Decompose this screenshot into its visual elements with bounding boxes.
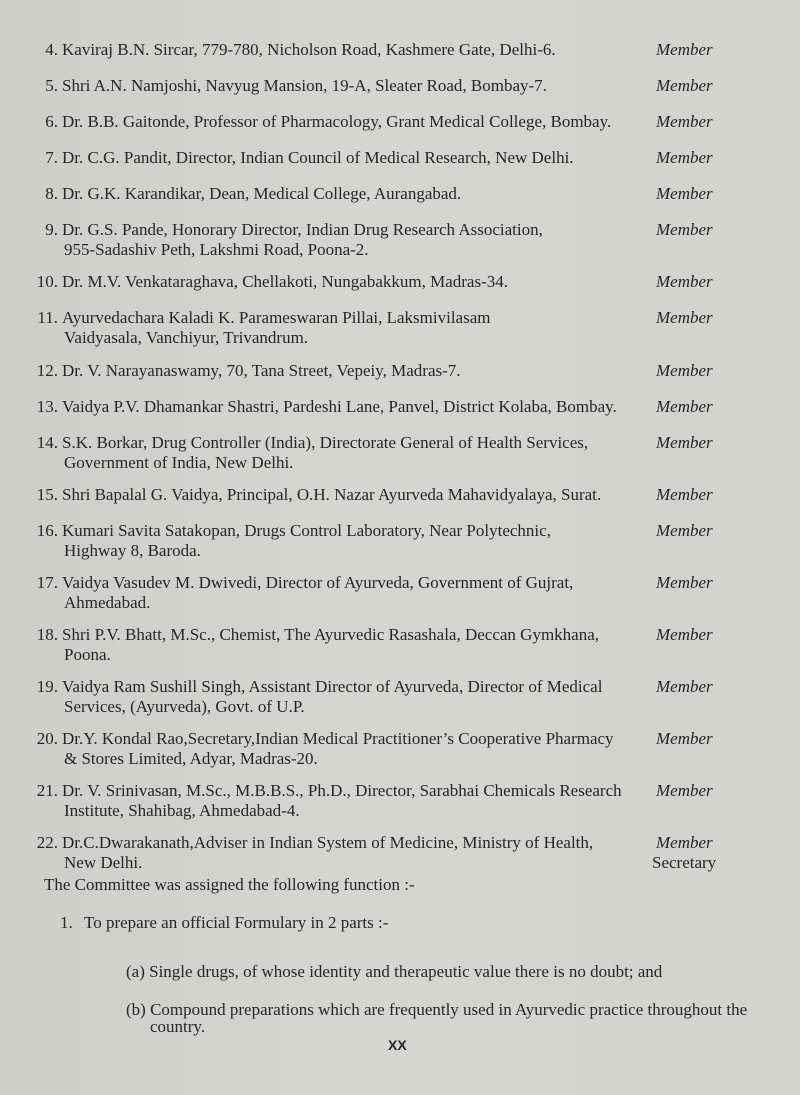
member-text [62, 361, 612, 381]
member-text-line: Kumari Savita Satakopan, Drugs Control Laboratory, Near Polytechnic, [62, 521, 551, 540]
member-role: Member [656, 781, 713, 800]
member-role: Member [656, 485, 713, 504]
part-b-line-1: (b) Compound preparations which are frequently used in Ayurvedic practice throughout the [126, 1000, 748, 1019]
member-text [62, 729, 612, 769]
member-text-line: Vaidya P.V. Dhamankar Shastri, Pardeshi Lane, Panvel, District Kolaba, Bombay. [62, 397, 617, 416]
member-text-line: 955-Sadashiv Peth, Lakshmi Road, Poona-2. [64, 240, 369, 259]
member-text-line: Dr.Y. Kondal Rao,Secretary,Indian Medical Practitioner’s Cooperative Pharmacy [62, 729, 614, 748]
member-role: Member [656, 433, 713, 452]
member-number: 15. [36, 485, 58, 504]
member-text-line: Kaviraj B.N. Sircar, 779-780, Nicholson Road, Kashmere Gate, Delhi-6. [62, 40, 556, 59]
function-1-number: 1. [60, 913, 73, 932]
member-text-line: Ayurvedachara Kaladi K. Parameswaran Pillai, Laksmivilasam [62, 308, 491, 327]
member-role: Member [656, 625, 713, 644]
member-number: 9. [45, 220, 58, 239]
member-text-line: Highway 8, Baroda. [64, 541, 201, 560]
member-text-line: Dr.C.Dwarakanath,Adviser in Indian System of Medicine, Ministry of Health, [62, 833, 594, 852]
member-text-line: Dr. C.G. Pandit, Director, Indian Council of Medical Research, New Delhi. [62, 148, 574, 167]
member-text [62, 220, 612, 260]
member-text [62, 184, 612, 204]
member-text [62, 433, 612, 473]
member-number: 6. [45, 112, 58, 131]
member-role: Member [656, 361, 713, 380]
member-text-line: Shri A.N. Namjoshi, Navyug Mansion, 19-A, Sleater Road, Bombay-7. [62, 76, 547, 95]
member-text-line: S.K. Borkar, Drug Controller (India), Directorate General of Health Services, [62, 433, 589, 452]
member-text-line: Vaidya Ram Sushill Singh, Assistant Director of Ayurveda, Director of Medical [62, 677, 603, 696]
member-text-line: Shri P.V. Bhatt, M.Sc., Chemist, The Ayurvedic Rasashala, Deccan Gymkhana, [62, 625, 600, 644]
member-text-line: Government of India, New Delhi. [64, 453, 294, 472]
member-number: 7. [45, 148, 58, 167]
member-text [62, 40, 612, 60]
member-text [62, 485, 612, 505]
member-text-line: & Stores Limited, Adyar, Madras-20. [64, 749, 318, 768]
member-role: Member [656, 308, 713, 327]
member-number: 14. [36, 433, 58, 452]
member-number: 16. [36, 521, 58, 540]
member-text [62, 148, 612, 168]
page-number: XX [388, 1037, 407, 1053]
committee-intro: The Committee was assigned the following function :- [44, 875, 415, 894]
member-number: 12. [36, 361, 58, 380]
member-number: 18. [36, 625, 58, 644]
member-role: Member [656, 272, 713, 291]
member-number: 22. [36, 833, 58, 852]
member-text [62, 272, 612, 292]
member-text-line: Vaidya Vasudev M. Dwivedi, Director of Ayurveda, Government of Gujrat, [62, 573, 574, 592]
member-number: 20. [36, 729, 58, 748]
member-number: 8. [45, 184, 58, 203]
member-role: Member [656, 40, 713, 59]
member-role: Member [656, 184, 713, 203]
member-text-line: Institute, Shahibag, Ahmedabad-4. [64, 801, 300, 820]
member-role: Member [656, 521, 713, 540]
member-text-line: Dr. M.V. Venkataraghava, Chellakoti, Nungabakkum, Madras-34. [62, 272, 509, 291]
member-role: Member [656, 729, 713, 748]
member-text-line: Dr. B.B. Gaitonde, Professor of Pharmacology, Grant Medical College, Bombay. [62, 112, 612, 131]
member-text-line: Services, (Ayurveda), Govt. of U.P. [64, 697, 305, 716]
member-text [62, 781, 622, 821]
member-text [62, 573, 612, 613]
member-text-line: Dr. V. Narayanaswamy, 70, Tana Street, Vepeiy, Madras-7. [62, 361, 461, 380]
member-role: Member [656, 397, 713, 416]
member-role: Member [656, 677, 713, 696]
member-text [62, 625, 612, 665]
member-text [62, 677, 612, 717]
member-text [62, 76, 612, 96]
member-text-line: New Delhi. [64, 853, 143, 872]
member-number: 10. [36, 272, 58, 291]
member-role: Member [656, 112, 713, 131]
member-role: Member [656, 76, 713, 95]
member-role-secondary: Secretary [652, 853, 717, 872]
member-text [62, 833, 612, 873]
member-text [62, 397, 617, 417]
member-text-line: Shri Bapalal G. Vaidya, Principal, O.H. Nazar Ayurveda Mahavidyalaya, Surat. [62, 485, 602, 504]
member-number: 11. [37, 308, 58, 327]
member-number: 13. [36, 397, 58, 416]
part-b-line-2: country. [150, 1017, 206, 1036]
member-text-line: Dr. G.S. Pande, Honorary Director, Indian Drug Research Association, [62, 220, 543, 239]
member-role: Member [656, 833, 713, 852]
member-text-line: Poona. [64, 645, 111, 664]
member-role: Member [656, 220, 713, 239]
member-text [62, 112, 612, 132]
member-text-line: Dr. G.K. Karandikar, Dean, Medical College, Aurangabad. [62, 184, 462, 203]
member-number: 21. [36, 781, 58, 800]
member-text [62, 521, 612, 561]
member-text [62, 308, 612, 348]
member-number: 19. [36, 677, 58, 696]
member-number: 4. [45, 40, 58, 59]
part-a-text: (a) Single drugs, of whose identity and therapeutic value there is no doubt; and [126, 962, 663, 981]
member-text-line: Ahmedabad. [64, 593, 151, 612]
member-role: Member [656, 148, 713, 167]
function-1-text: To prepare an official Formulary in 2 parts :- [84, 913, 389, 932]
member-text-line: Vaidyasala, Vanchiyur, Trivandrum. [64, 328, 309, 347]
member-role: Member [656, 573, 713, 592]
member-number: 5. [45, 76, 58, 95]
member-number: 17. [36, 573, 58, 592]
member-text-line: Dr. V. Srinivasan, M.Sc., M.B.B.S., Ph.D., Director, Sarabhai Chemicals Research [62, 781, 622, 800]
